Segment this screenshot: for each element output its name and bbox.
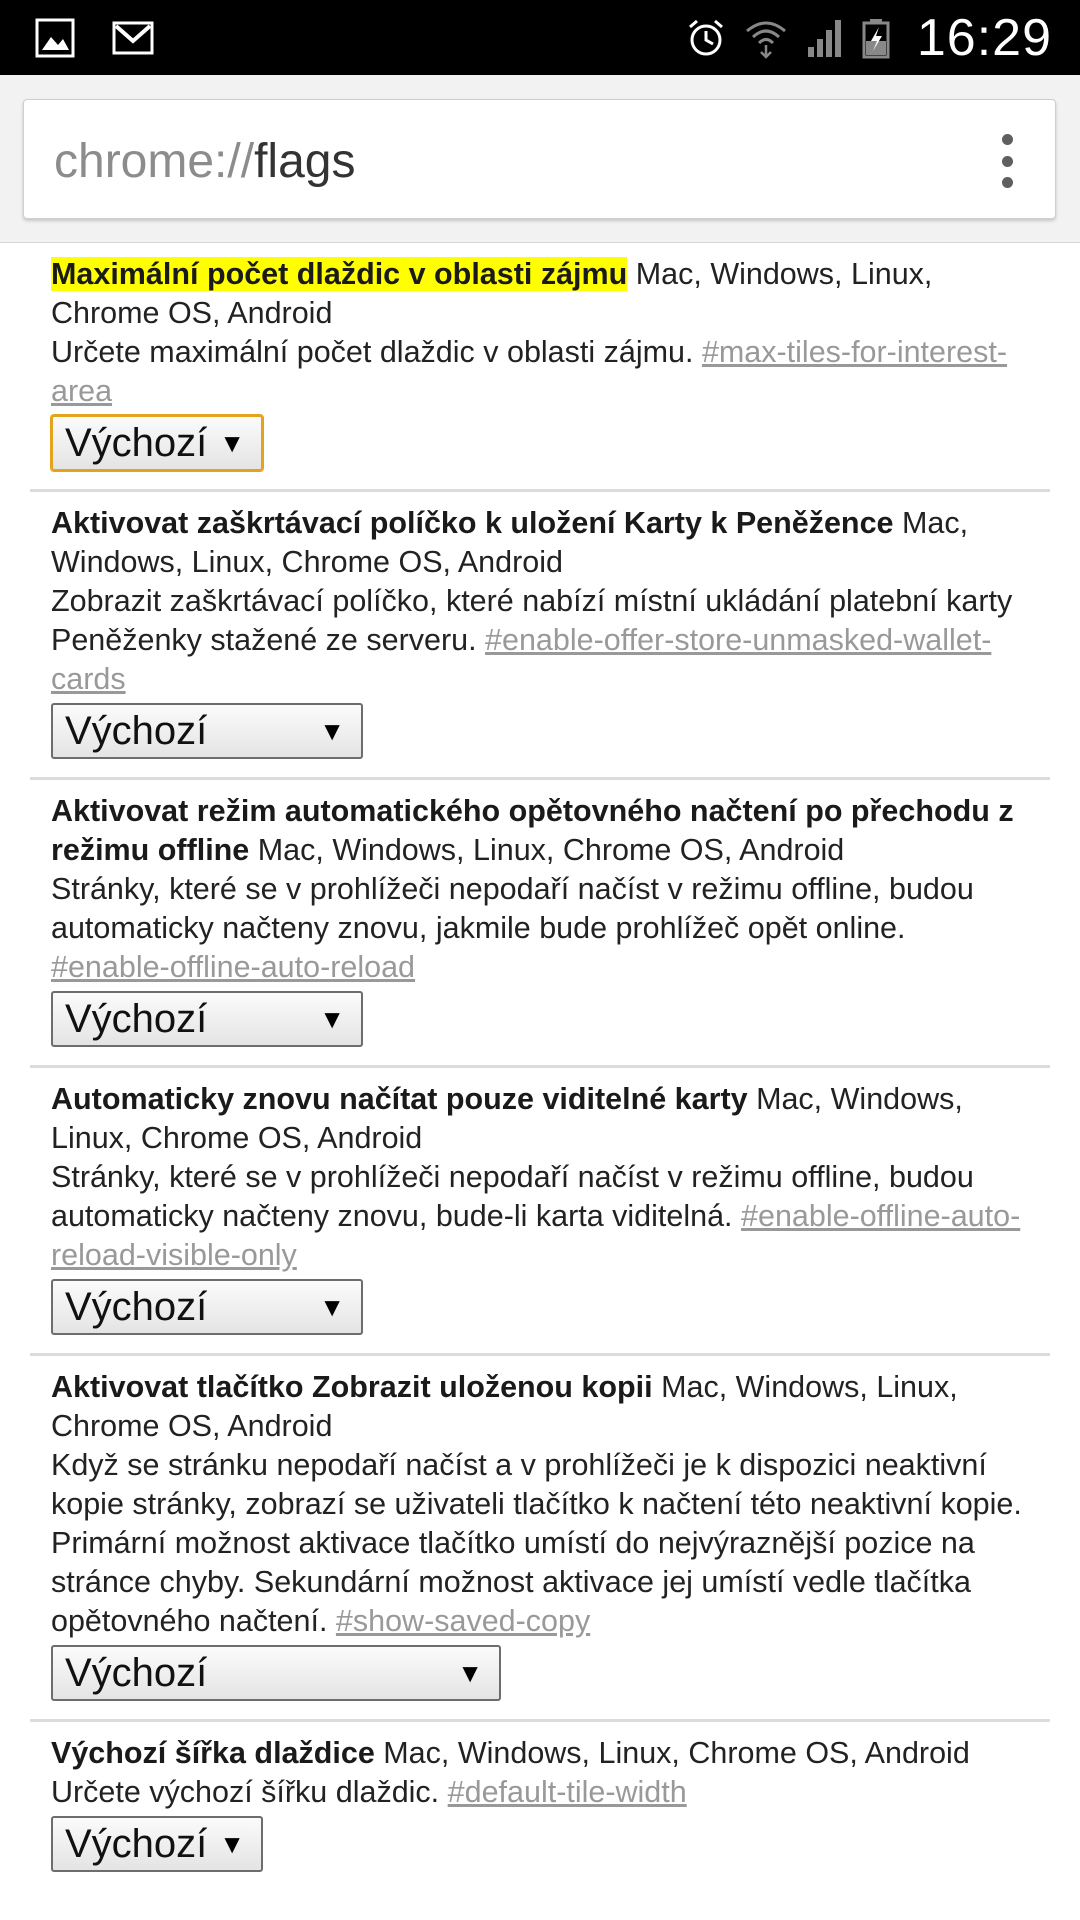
menu-dot (1002, 156, 1013, 167)
experiment-link[interactable]: #enable-offer-store-unmasked-wallet-cards (51, 623, 992, 696)
dropdown-arrow-icon: ▼ (319, 715, 345, 746)
experiment-show-saved-copy (30, 1356, 1050, 1722)
battery-charging-icon (857, 17, 899, 59)
dropdown-arrow-icon: ▼ (457, 1657, 483, 1688)
select-value: Výchozí (65, 708, 208, 753)
experiment-title: Automaticky znovu načítat pouze viditelné karty (51, 1082, 748, 1116)
url-host: flags (254, 135, 356, 188)
experiment-platforms: Mac, Windows, Linux, Chrome OS, Android (51, 506, 969, 579)
signal-icon (805, 17, 847, 59)
experiment-select[interactable] (51, 991, 363, 1047)
experiment-platforms: Mac, Windows, Linux, Chrome OS, Android (51, 1370, 958, 1443)
experiment-select[interactable] (51, 1645, 501, 1701)
url-scheme: chrome:// (54, 135, 255, 188)
experiment-description: Určete výchozí šířku dlaždic. (51, 1775, 440, 1809)
experiment-description: Stránky, které se v prohlížeči nepodaří načíst v režimu offline, budou automaticky načteny znovu, jakmile bude prohlížeč opět online. (51, 872, 974, 945)
experiment-max-tiles (30, 243, 1050, 492)
experiment-description: Určete maximální počet dlaždic v oblasti zájmu. (51, 335, 694, 369)
menu-dot (1002, 134, 1013, 145)
experiment-title: Aktivovat zaškrtávací políčko k uložení Karty k Peněžence (51, 506, 894, 540)
menu-dot (1002, 177, 1013, 188)
experiment-link[interactable]: #enable-offline-auto-reload-visible-only (51, 1199, 1021, 1272)
select-value: Výchozí (65, 420, 208, 465)
experiment-text (51, 792, 1029, 987)
status-bar (0, 0, 1080, 75)
flags-list (0, 243, 1080, 1890)
alarm-icon (685, 17, 727, 59)
experiment-title: Aktivovat tlačítko Zobrazit uloženou kopii (51, 1370, 653, 1404)
experiment-title: Maximální počet dlaždic v oblasti zájmu (51, 257, 628, 291)
status-time: 16:29 (916, 8, 1052, 67)
dropdown-arrow-icon: ▼ (319, 1291, 345, 1322)
experiment-select[interactable] (51, 1816, 263, 1872)
select-value: Výchozí (65, 996, 208, 1041)
gmail-icon (112, 17, 154, 59)
experiment-link[interactable]: #show-saved-copy (335, 1604, 591, 1638)
status-left-icons (34, 17, 154, 59)
browser-toolbar (0, 75, 1080, 243)
dropdown-arrow-icon: ▼ (219, 1828, 245, 1859)
experiment-text (51, 1080, 1029, 1275)
experiment-select[interactable] (51, 1279, 363, 1335)
experiment-platforms: Mac, Windows, Linux, Chrome OS, Android (257, 833, 845, 867)
experiment-select[interactable] (51, 703, 363, 759)
experiment-offline-auto-reload-visible-only (30, 1068, 1050, 1356)
experiment-description: Když se stránku nepodaří načíst a v prohlížeči je k dispozici neaktivní kopie stránky, zobrazí se uživateli tlačítko k načtení této neaktivní kopie. Primární možnost aktivace tlačítko umístí do nejvýraznější pozice na stránce chyby. Sekundární možnost aktivace jej umístí vedle tlačítka opětovného načtení. (51, 1448, 1022, 1638)
select-value: Výchozí (65, 1650, 208, 1695)
omnibox[interactable] (23, 99, 1056, 219)
status-right-icons (685, 0, 1080, 75)
experiment-link[interactable]: #enable-offline-auto-reload (51, 950, 416, 984)
experiment-platforms: Mac, Windows, Linux, Chrome OS, Android (51, 1082, 963, 1155)
experiment-text (51, 504, 1029, 699)
experiment-description: Zobrazit zaškrtávací políčko, které nabízí místní ukládání platební karty Peněženky stažené ze serveru. (51, 584, 1013, 657)
url-text[interactable] (54, 134, 355, 190)
experiment-text (51, 1368, 1029, 1641)
experiment-platforms: Mac, Windows, Linux, Chrome OS, Android (51, 257, 933, 330)
experiment-link[interactable]: #default-tile-width (447, 1775, 687, 1809)
select-value: Výchozí (65, 1821, 208, 1866)
experiment-select[interactable] (51, 415, 263, 471)
dropdown-arrow-icon: ▼ (319, 1003, 345, 1034)
experiment-text (51, 255, 1029, 411)
experiment-offer-store-wallet (30, 492, 1050, 780)
experiment-description: Stránky, které se v prohlížeči nepodaří načíst v režimu offline, budou automaticky načteny znovu, bude-li karta viditelná. (51, 1160, 974, 1233)
overflow-menu-icon[interactable] (987, 134, 1027, 188)
experiment-title: Aktivovat režim automatického opětovného načtení po přechodu z režimu offline (51, 794, 1014, 867)
experiment-title: Výchozí šířka dlaždice (51, 1736, 375, 1770)
select-value: Výchozí (65, 1284, 208, 1329)
experiment-text (51, 1734, 1029, 1812)
wifi-icon (745, 17, 787, 59)
experiment-offline-auto-reload (30, 780, 1050, 1068)
dropdown-arrow-icon: ▼ (219, 427, 245, 458)
gallery-icon (34, 17, 76, 59)
experiment-platforms: Mac, Windows, Linux, Chrome OS, Android (383, 1736, 970, 1770)
experiment-link[interactable]: #max-tiles-for-interest-area (51, 335, 1007, 408)
experiment-default-tile-width (30, 1722, 1050, 1890)
